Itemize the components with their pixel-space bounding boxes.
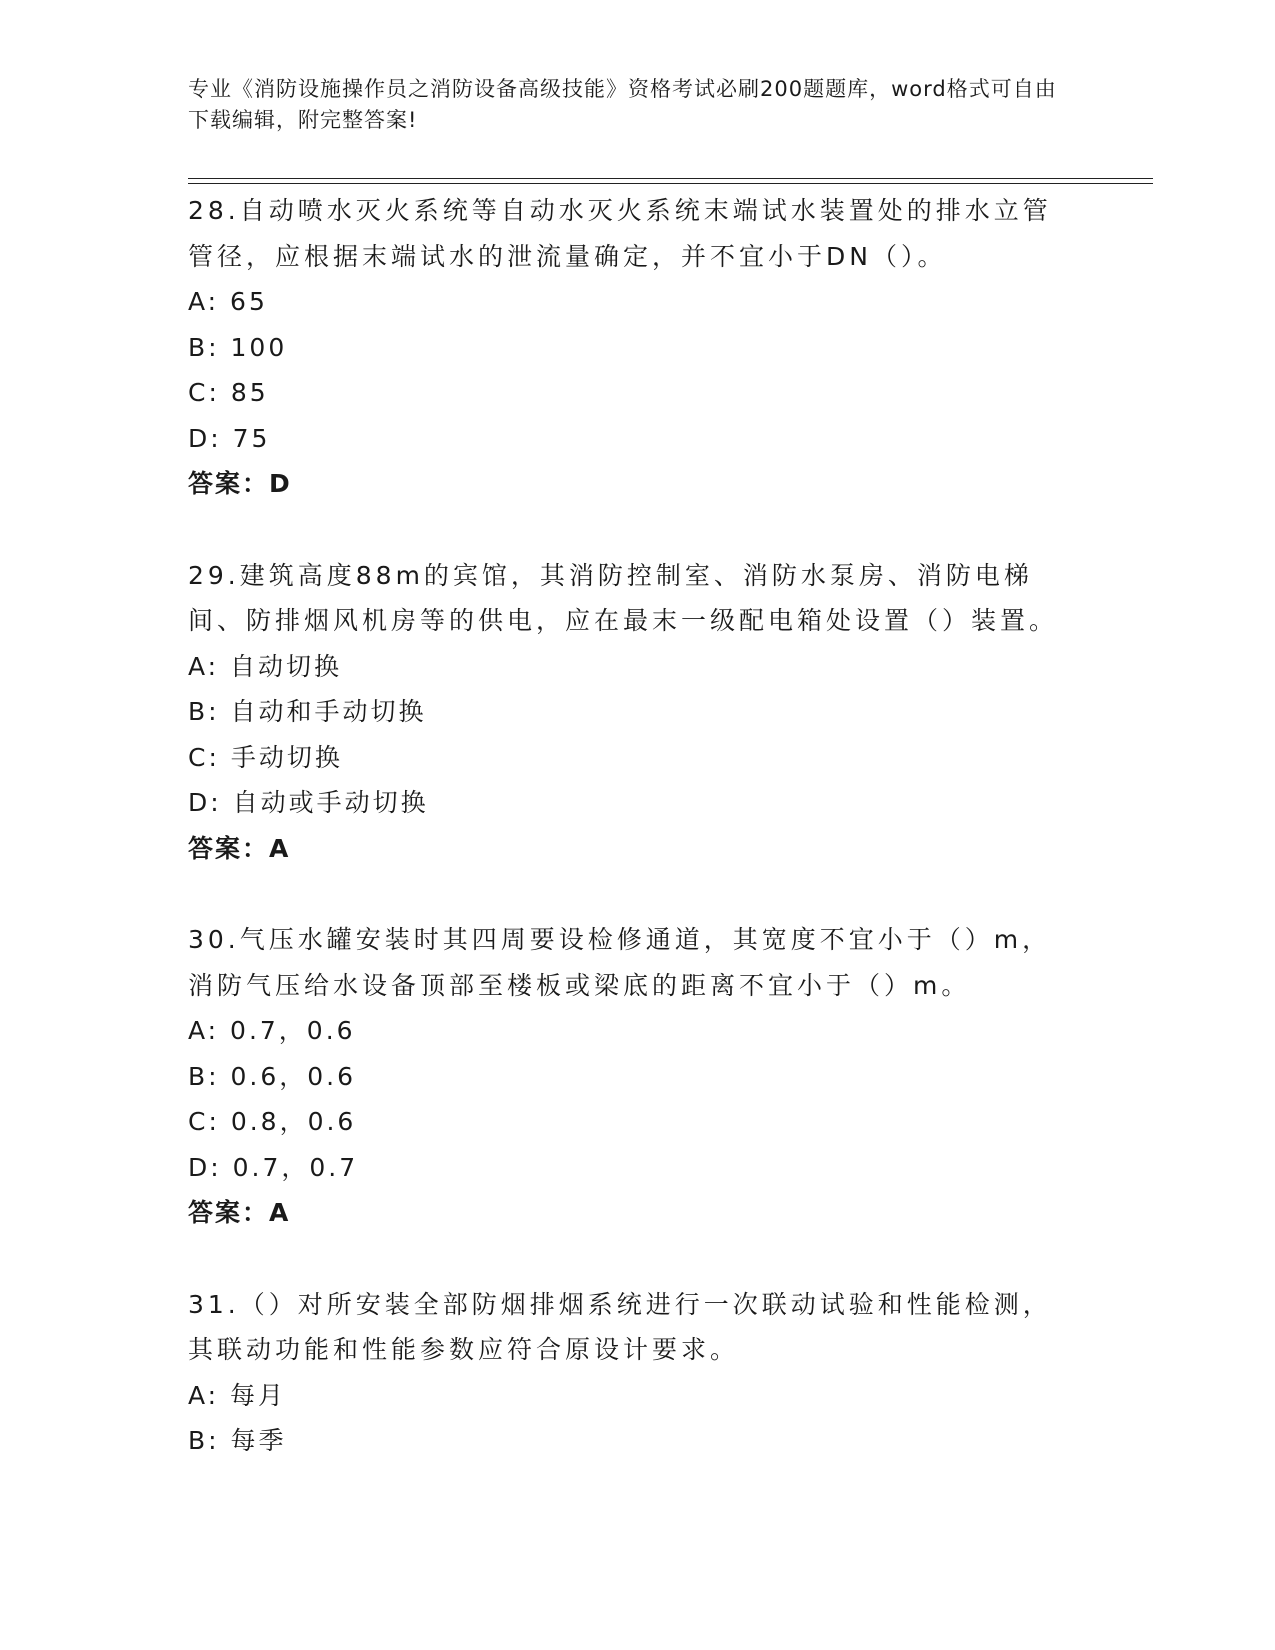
option-b: B: 0.6，0.6	[188, 1061, 357, 1091]
option-d: D: 0.7，0.7	[188, 1152, 359, 1182]
option-c: C: 85	[188, 378, 269, 407]
answer-line: 答案：D	[188, 469, 292, 498]
option-d: D: 75	[188, 423, 271, 453]
question-31	[188, 1282, 1078, 1464]
header-divider-top	[188, 178, 1153, 179]
question-list	[188, 188, 1078, 1510]
document-header: 专业《消防设施操作员之消防设备高级技能》资格考试必刷200题题库，word格式可自由下载编辑，附完整答案!	[188, 77, 1057, 132]
option-d: D: 自动或手动切换	[188, 788, 429, 817]
question-stem: 29.建筑高度88m的宾馆，其消防控制室、消防水泵房、消防电梯间、防排烟风机房等的供电，应在最末一级配电箱处设置（）装置。	[188, 560, 1059, 635]
option-b: B: 自动和手动切换	[188, 697, 427, 726]
header-divider-bottom	[188, 183, 1153, 184]
option-c: C: 0.8，0.6	[188, 1107, 357, 1136]
option-c: C: 手动切换	[188, 742, 343, 772]
option-a: A: 自动切换	[188, 651, 343, 681]
option-a: A: 0.7，0.6	[188, 1016, 356, 1045]
question-stem: 31.（）对所安装全部防烟排烟系统进行一次联动试验和性能检测，其联动功能和性能参数应符合原设计要求。	[188, 1289, 1052, 1364]
option-a: A: 每月	[188, 1380, 287, 1410]
question-stem: 30.气压水罐安装时其四周要设检修通道，其宽度不宜小于（）m，消防气压给水设备顶部至楼板或梁底的距离不宜小于（）m。	[188, 925, 1052, 1000]
option-b: B: 每季	[188, 1426, 287, 1455]
question-stem: 28.自动喷水灭火系统等自动水灭火系统末端试水装置处的排水立管管径，应根据末端试水的泄流量确定，并不宜小于DN（）。	[188, 196, 1052, 271]
option-b: B: 100	[188, 332, 288, 362]
question-30	[188, 917, 1078, 1236]
answer-line: 答案：A	[188, 1198, 291, 1227]
answer-line: 答案：A	[188, 833, 291, 863]
question-29	[188, 553, 1078, 872]
question-28	[188, 188, 1078, 507]
option-a: A: 65	[188, 287, 268, 316]
